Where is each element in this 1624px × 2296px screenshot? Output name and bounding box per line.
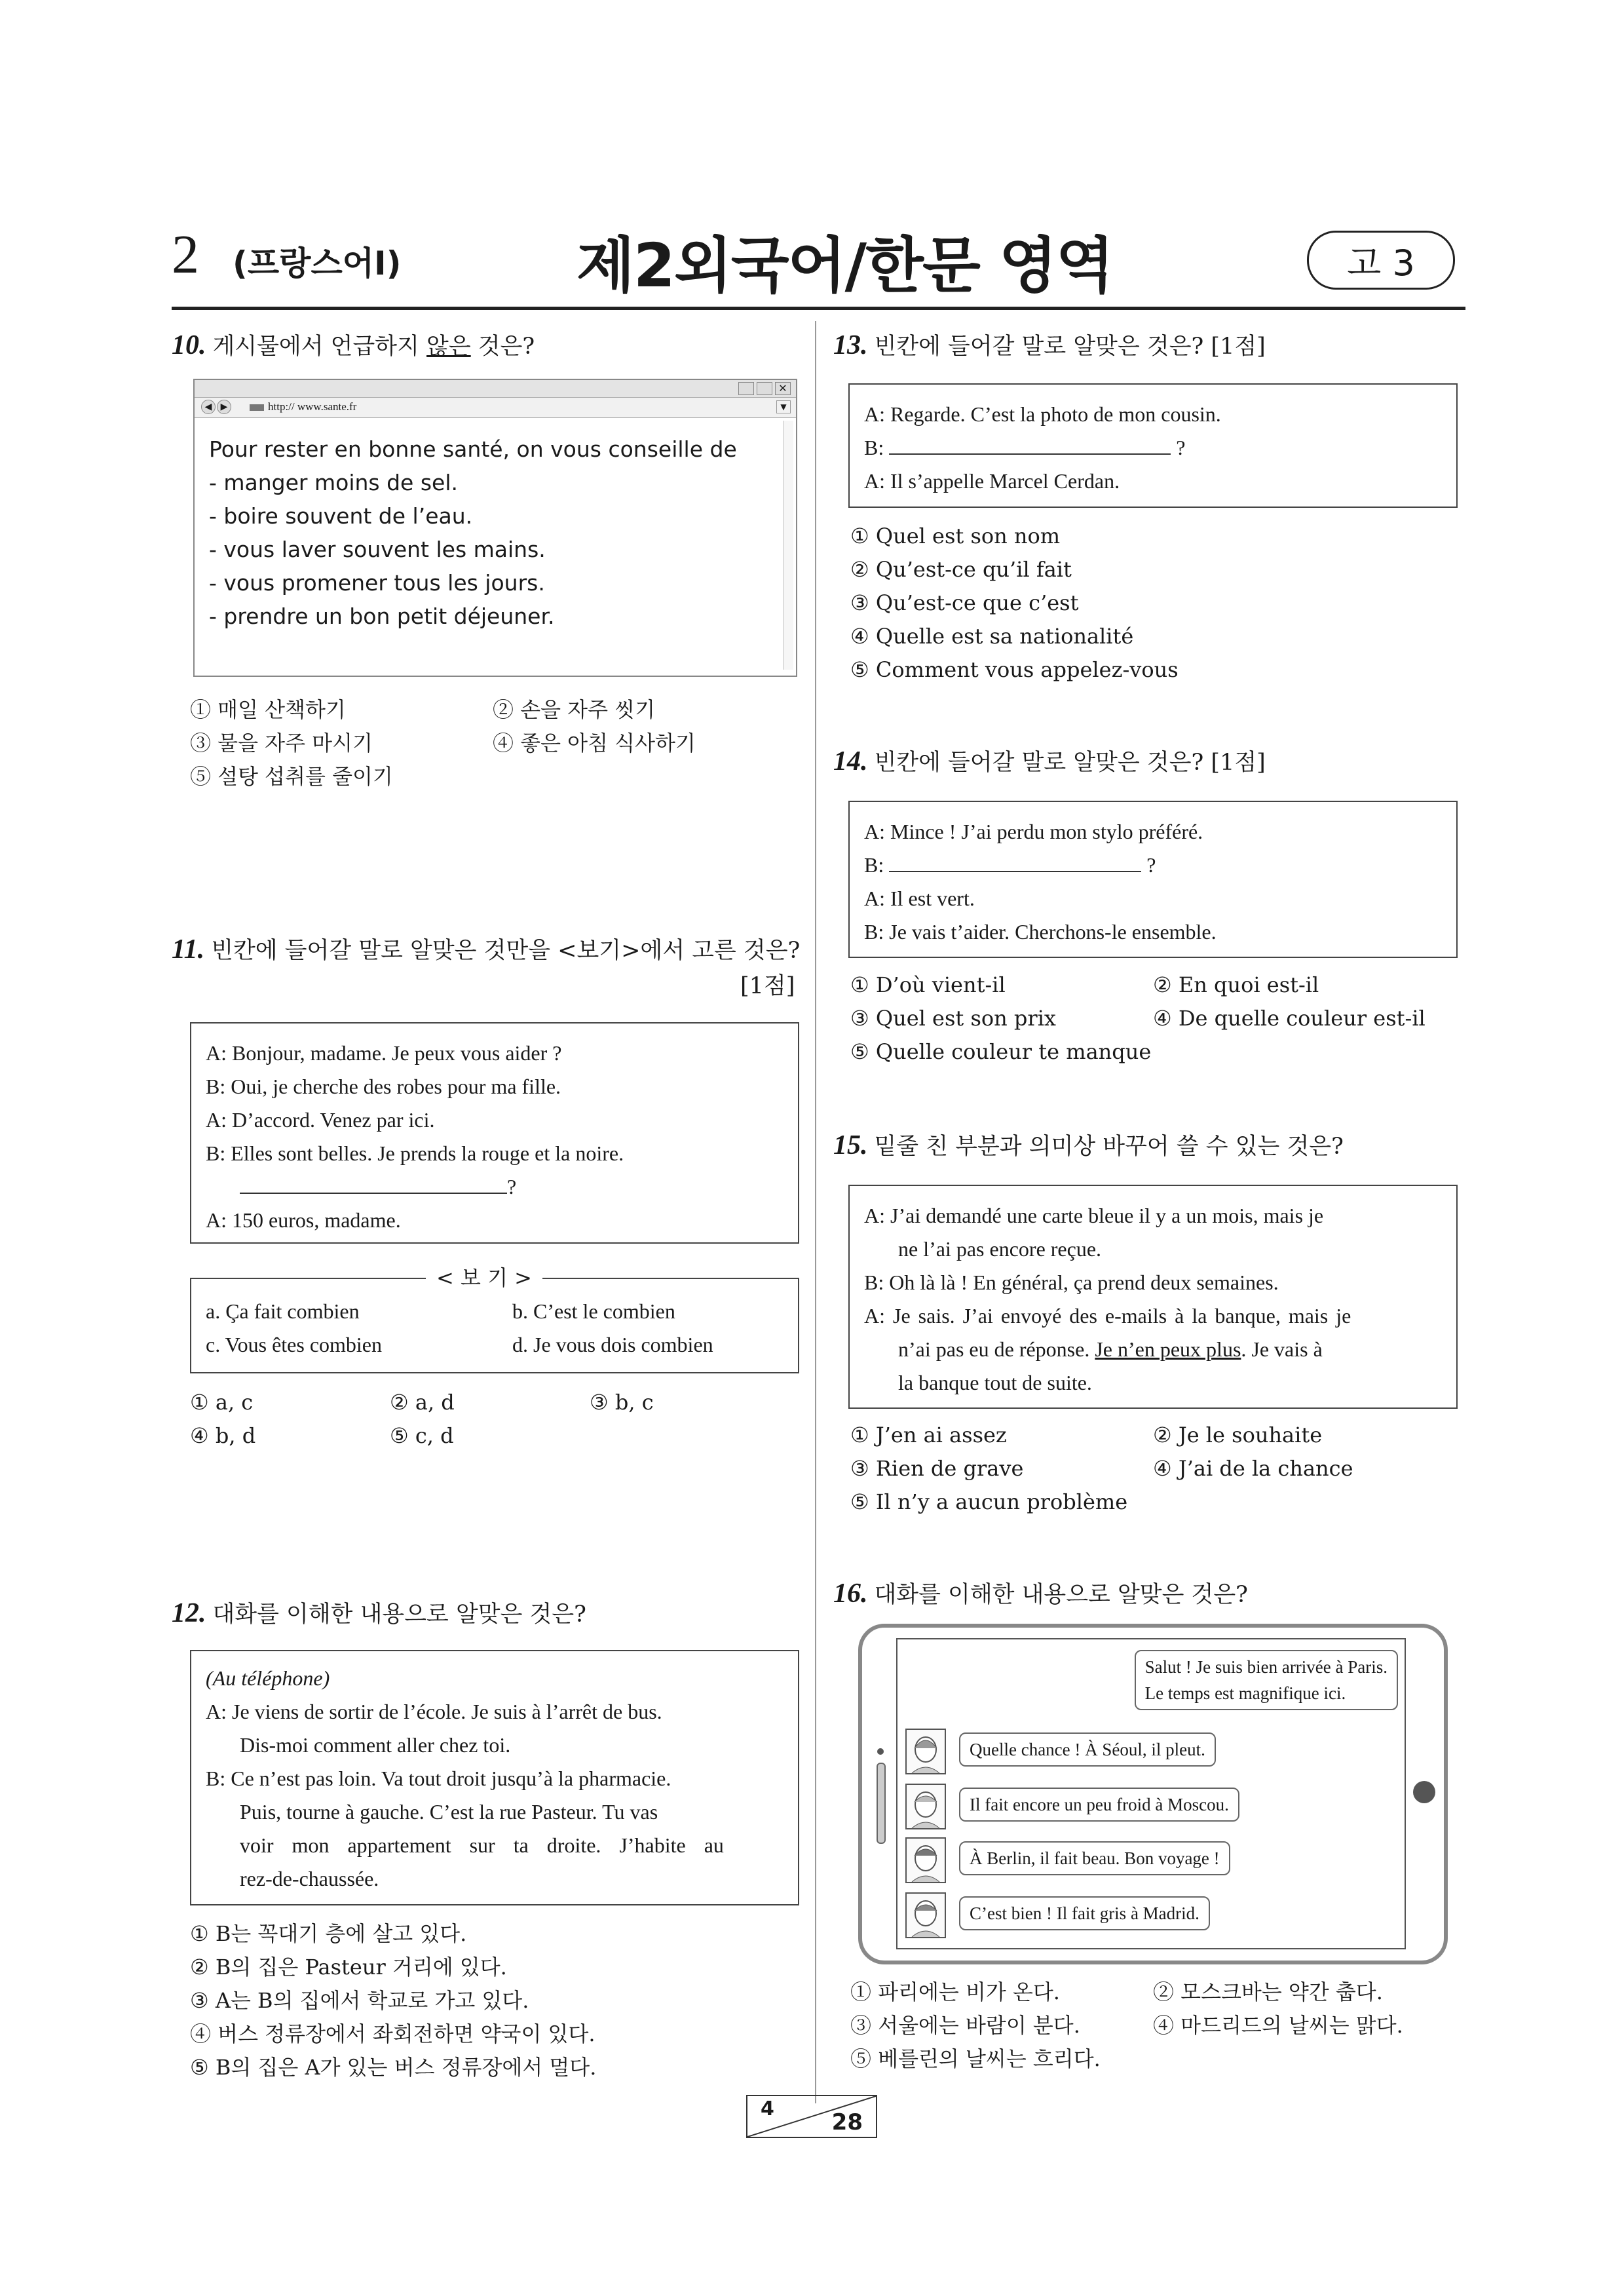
chat-message-madrid: C’est bien ! Il fait gris à Madrid.: [959, 1896, 1210, 1930]
q10-option-4[interactable]: ④ 좋은 아침 식사하기: [493, 731, 696, 756]
chat-message-paris: Salut ! Je suis bien arrivée à Paris. Le temps est magnifique ici.: [1135, 1650, 1398, 1710]
minimize-icon[interactable]: [738, 382, 754, 395]
maximize-icon[interactable]: [757, 382, 772, 395]
post-line: - prendre un bon petit déjeuner.: [209, 603, 555, 629]
q11-option-3[interactable]: ③ b, c: [590, 1390, 654, 1415]
q11-dialog-box: [190, 1022, 799, 1244]
bogi-item: c. Vous êtes combien: [206, 1333, 382, 1356]
phone-side-button: [877, 1763, 886, 1844]
dialog-line: A: Bonjour, madame. Je peux vous aider ?: [206, 1041, 562, 1065]
dialog-context: (Au téléphone): [206, 1666, 330, 1690]
q14-option-4[interactable]: ④ De quelle couleur est-il: [1153, 1006, 1426, 1031]
q11-option-1[interactable]: ① a, c: [190, 1390, 254, 1415]
q16-question: 16. 대화를 이해한 내용으로 알맞은 것은?: [833, 1578, 1248, 1609]
q13-option-3[interactable]: ③ Qu’est-ce que c’est: [850, 590, 1079, 615]
dialog-line: ne l’ai pas encore reçue.: [898, 1237, 1102, 1261]
q16-option-3[interactable]: ③ 서울에는 바람이 분다.: [850, 2013, 1080, 2038]
q15-option-4[interactable]: ④ J’ai de la chance: [1153, 1456, 1353, 1481]
q15-option-5[interactable]: ⑤ Il n’y a aucun problème: [850, 1489, 1128, 1514]
q15-option-2[interactable]: ② Je le souhaite: [1153, 1423, 1323, 1447]
scrollbar[interactable]: [784, 421, 793, 670]
underlined-expression: Je n’en peux plus: [1095, 1337, 1241, 1361]
url-text: http:// www.sante.fr: [268, 400, 357, 413]
q11-option-4[interactable]: ④ b, d: [190, 1423, 256, 1448]
q15-dialog-box: [848, 1185, 1458, 1409]
dialog-blank-line: B: ?: [864, 849, 1442, 882]
browser-window: [193, 379, 797, 677]
dropdown-icon[interactable]: ▼: [776, 400, 791, 413]
q14-dialog-box: [848, 801, 1458, 958]
dialog-line: B: Ce n’est pas loin. Va tout droit jusqu’à la pharmacie.: [206, 1767, 671, 1790]
q14-question: 14. 빈칸에 들어갈 말로 알맞은 것은? [1점]: [833, 746, 1266, 776]
q12-option-1[interactable]: ① B는 꼭대기 층에 살고 있다.: [190, 1921, 467, 1946]
page-number: 2: [172, 224, 199, 285]
dialog-line: B: Oui, je cherche des robes pour ma fille.: [206, 1075, 561, 1098]
dialog-line: A: Mince ! J’ai perdu mon stylo préféré.: [864, 820, 1203, 843]
chat-message-seoul: Quelle chance ! À Séoul, il pleut.: [959, 1732, 1216, 1767]
dialog-line: A: J’ai demandé une carte bleue il y a un mois, mais je: [864, 1204, 1324, 1227]
dialog-line: A: Il est vert.: [864, 887, 975, 910]
q10-option-5[interactable]: ⑤ 설탕 섭취를 줄이기: [190, 764, 393, 789]
q14-option-1[interactable]: ① D’où vient-il: [850, 972, 1006, 997]
dialog-line: B: Elles sont belles. Je prends la rouge et la noire.: [206, 1141, 624, 1165]
q13-option-1[interactable]: ① Quel est son nom: [850, 524, 1061, 548]
column-divider: [815, 321, 816, 2103]
post-line: Pour rester en bonne santé, on vous conseille de: [209, 436, 737, 462]
address-bar[interactable]: [250, 400, 770, 413]
q16-option-5[interactable]: ⑤ 베를린의 날씨는 흐리다.: [850, 2046, 1101, 2071]
dialog-line: A: Regarde. C’est la photo de mon cousin.: [864, 402, 1221, 426]
q12-option-3[interactable]: ③ A는 B의 집에서 학교로 가고 있다.: [190, 1988, 529, 2013]
q14-option-3[interactable]: ③ Quel est son prix: [850, 1006, 1056, 1031]
grade-badge: 고 3: [1307, 231, 1455, 290]
back-icon[interactable]: ◀: [201, 400, 216, 414]
chat-message-berlin: À Berlin, il fait beau. Bon voyage !: [959, 1841, 1230, 1875]
bogi-item: a. Ça fait combien: [206, 1299, 360, 1323]
q10-question: 10. 게시물에서 언급하지 않은 것은?: [172, 330, 535, 360]
q14-option-5[interactable]: ⑤ Quelle couleur te manque: [850, 1039, 1152, 1064]
page-title: 제2외국어/한문 영역: [576, 231, 1113, 301]
q10-option-3[interactable]: ③ 물을 자주 마시기: [190, 731, 373, 756]
q11-option-2[interactable]: ② a, d: [390, 1390, 455, 1415]
q15-option-1[interactable]: ① J’en ai assez: [850, 1423, 1007, 1447]
page-indicator: [746, 2095, 877, 2138]
page-current: 4: [761, 2097, 774, 2120]
q13-option-5[interactable]: ⑤ Comment vous appelez-vous: [850, 657, 1179, 682]
q10-underlined: 않은: [426, 334, 471, 360]
avatar-seoul: [905, 1729, 946, 1774]
dialog-line: Puis, tourne à gauche. C’est la rue Pasteur. Tu vas: [240, 1800, 658, 1824]
q11-points: [1점]: [740, 973, 795, 999]
avatar-moscow: [905, 1784, 946, 1829]
dialog-line: n’ai pas eu de réponse. Je n’en peux plus. Je vais à: [898, 1337, 1323, 1361]
dialog-blank-line: B: ?: [864, 431, 1442, 465]
page-total: 28: [831, 2109, 863, 2135]
bogi-item: d. Je vous dois combien: [512, 1333, 713, 1356]
dialog-line: Dis-moi comment aller chez toi.: [240, 1733, 511, 1757]
q13-option-4[interactable]: ④ Quelle est sa nationalité: [850, 624, 1134, 649]
q13-dialog-box: [848, 383, 1458, 508]
q14-number: 14.: [833, 746, 868, 776]
q14-option-2[interactable]: ② En quoi est-il: [1153, 972, 1319, 997]
q10-number: 10.: [172, 330, 206, 360]
q12-dialog-box: [190, 1650, 799, 1905]
bogi-box: [190, 1278, 799, 1373]
home-button-icon[interactable]: [1413, 1781, 1435, 1803]
answer-blank: [889, 431, 1171, 455]
q13-number: 13.: [833, 330, 868, 360]
q11-question: 11. 빈칸에 들어갈 말로 알맞은 것만을 <보기>에서 고른 것은?: [172, 934, 801, 965]
q12-number: 12.: [172, 1598, 206, 1628]
chat-screen: [896, 1638, 1406, 1949]
q13-question: 13. 빈칸에 들어갈 말로 알맞은 것은? [1점]: [833, 330, 1266, 360]
avatar-berlin: [905, 1837, 946, 1883]
q13-option-2[interactable]: ② Qu’est-ce qu’il fait: [850, 557, 1072, 582]
q10-option-2[interactable]: ② 손을 자주 씻기: [493, 697, 655, 722]
dialog-line: voir mon appartement sur ta droite. J’habite au: [240, 1833, 724, 1857]
q15-number: 15.: [833, 1130, 868, 1160]
q16-option-1[interactable]: ① 파리에는 비가 온다.: [850, 1980, 1060, 2004]
dialog-line: A: Je viens de sortir de l’école. Je suis à l’arrêt de bus.: [206, 1700, 662, 1723]
dialog-line: A: 150 euros, madame.: [206, 1208, 401, 1232]
site-icon: [250, 404, 264, 411]
bogi-title: < 보 기 >: [426, 1265, 542, 1291]
q15-option-3[interactable]: ③ Rien de grave: [850, 1456, 1024, 1481]
forward-icon[interactable]: ▶: [217, 400, 231, 414]
answer-blank: [240, 1170, 507, 1194]
q16-option-4[interactable]: ④ 마드리드의 날씨는 맑다.: [1153, 2013, 1403, 2038]
browser-titlebar: [195, 380, 796, 398]
browser-urlbar: [195, 398, 796, 418]
post-line: - manger moins de sel.: [209, 470, 458, 495]
post-line: - boire souvent de l’eau.: [209, 503, 473, 529]
dialog-line: A: Je sais. J’ai envoyé des e-mails à la banque, mais je: [864, 1304, 1351, 1328]
dialog-line: A: D’accord. Venez par ici.: [206, 1108, 435, 1132]
post-content: [195, 418, 796, 633]
q12-option-5[interactable]: ⑤ B의 집은 A가 있는 버스 정류장에서 멀다.: [190, 2055, 597, 2080]
answer-blank: [889, 849, 1141, 872]
dialog-line: B: Je vais t’aider. Cherchons-le ensemble.: [864, 920, 1217, 944]
q11-number: 11.: [172, 934, 205, 965]
dialog-blank-line: ?: [206, 1170, 784, 1204]
q12-option-4[interactable]: ④ 버스 정류장에서 좌회전하면 약국이 있다.: [190, 2021, 595, 2046]
header-divider: [172, 307, 1465, 310]
post-line: - vous laver souvent les mains.: [209, 537, 546, 562]
bogi-item: b. C’est le combien: [512, 1299, 675, 1323]
chat-message-moscow: Il fait encore un peu froid à Moscou.: [959, 1788, 1239, 1822]
q12-question: 12. 대화를 이해한 내용으로 알맞은 것은?: [172, 1598, 586, 1628]
dialog-line: B: Oh là là ! En général, ça prend deux semaines.: [864, 1271, 1279, 1294]
dialog-line: A: Il s’appelle Marcel Cerdan.: [864, 469, 1120, 493]
phone-camera-icon: [877, 1748, 884, 1755]
dialog-line: rez-de-chaussée.: [240, 1867, 379, 1890]
q10-option-1[interactable]: ① 매일 산책하기: [190, 697, 346, 722]
dialog-line: la banque tout de suite.: [898, 1371, 1092, 1394]
q15-question: 15. 밑줄 친 부분과 의미상 바꾸어 쓸 수 있는 것은?: [833, 1130, 1344, 1160]
close-icon[interactable]: ✕: [775, 382, 791, 395]
subject-label: (프랑스어Ⅰ): [233, 244, 402, 282]
post-line: - vous promener tous les jours.: [209, 570, 545, 596]
q12-option-2[interactable]: ② B의 집은 Pasteur 거리에 있다.: [190, 1955, 507, 1980]
q16-option-2[interactable]: ② 모스크바는 약간 춥다.: [1153, 1980, 1383, 2004]
q11-option-5[interactable]: ⑤ c, d: [390, 1423, 454, 1448]
q16-number: 16.: [833, 1578, 868, 1609]
avatar-madrid: [905, 1892, 946, 1938]
